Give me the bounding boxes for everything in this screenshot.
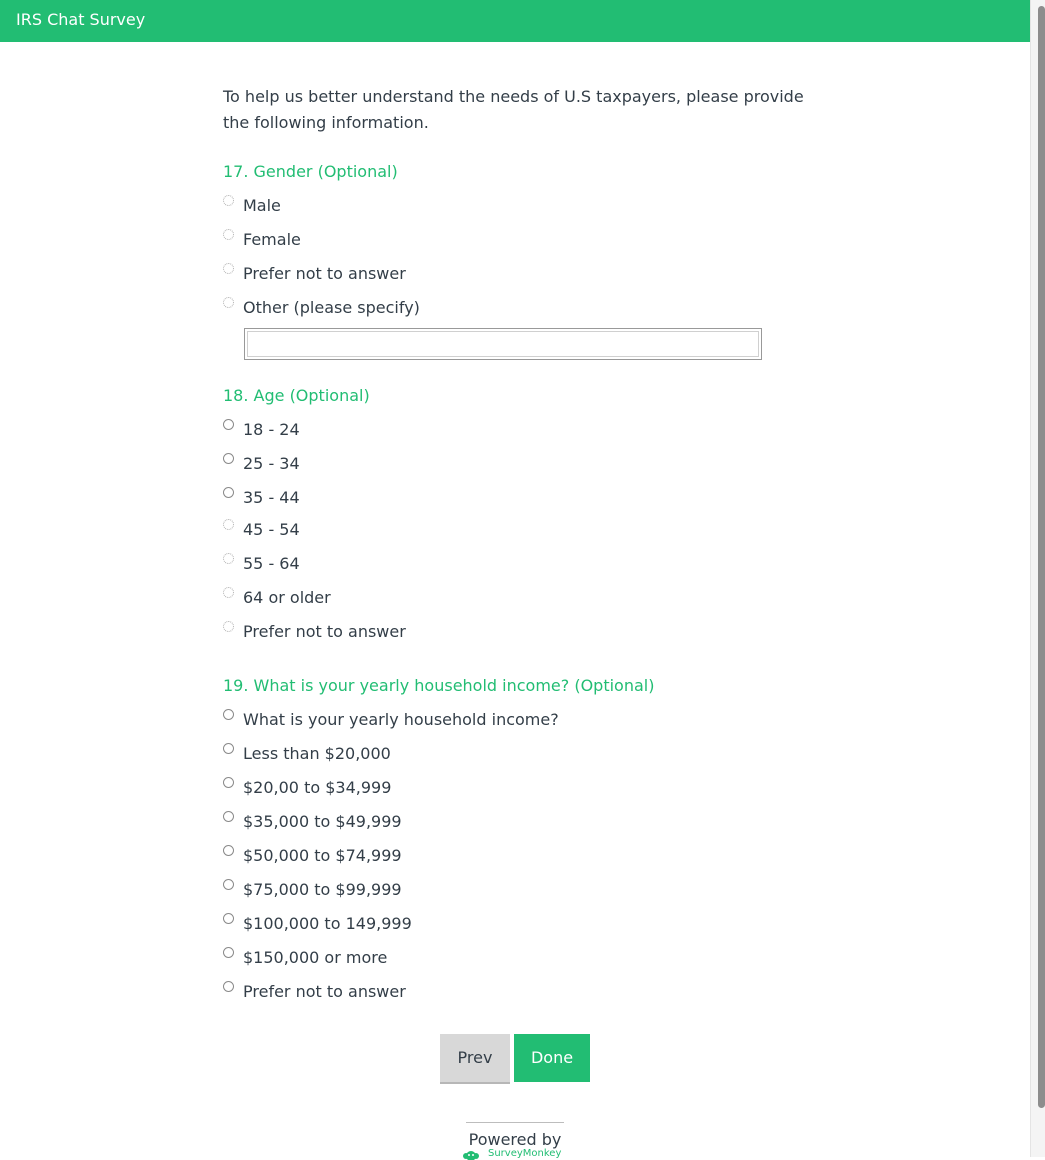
scrollbar-thumb[interactable]: [1038, 6, 1045, 1108]
radio-button[interactable]: [223, 453, 234, 464]
option-label: Prefer not to answer: [243, 982, 406, 1001]
option-label: Prefer not to answer: [243, 622, 406, 641]
income-option-150000-more[interactable]: [223, 948, 823, 975]
option-label: $75,000 to $99,999: [243, 880, 402, 899]
radio-button[interactable]: [223, 947, 234, 958]
age-option-25-34[interactable]: [223, 454, 823, 481]
survey-header: [0, 0, 1030, 42]
option-label: Female: [243, 230, 301, 249]
option-label: $150,000 or more: [243, 948, 388, 967]
gender-option-prefer-not[interactable]: [223, 264, 823, 291]
income-option-75000-99999[interactable]: [223, 880, 823, 907]
option-label: 45 - 54: [243, 520, 300, 539]
radio-button[interactable]: [223, 553, 234, 564]
radio-button[interactable]: [223, 811, 234, 822]
option-label: 35 - 44: [243, 488, 300, 507]
question-18-title: 18. Age (Optional): [223, 386, 370, 405]
gender-option-male[interactable]: [223, 196, 823, 223]
income-option-less-20000[interactable]: [223, 744, 823, 771]
powered-by-text: Powered by: [468, 1130, 562, 1149]
radio-button[interactable]: [223, 621, 234, 632]
radio-button[interactable]: [223, 777, 234, 788]
age-option-45-54[interactable]: [223, 520, 823, 547]
radio-button[interactable]: [223, 743, 234, 754]
radio-button[interactable]: [223, 587, 234, 598]
question-17-title: 17. Gender (Optional): [223, 162, 398, 181]
intro-text: To help us better understand the needs of U.S taxpayers, please provide the following information.: [223, 87, 804, 132]
question-19-title: 19. What is your yearly household income? (Optional): [223, 676, 655, 695]
radio-button[interactable]: [223, 297, 234, 308]
radio-button[interactable]: [223, 519, 234, 530]
option-label: 18 - 24: [243, 420, 300, 439]
option-label: $35,000 to $49,999: [243, 812, 402, 831]
option-label: 25 - 34: [243, 454, 300, 473]
option-label: $20,00 to $34,999: [243, 778, 392, 797]
income-option-35000-49999[interactable]: [223, 812, 823, 839]
income-option-20000-34999[interactable]: [223, 778, 823, 805]
radio-button[interactable]: [223, 879, 234, 890]
radio-button[interactable]: [223, 195, 234, 206]
age-option-35-44[interactable]: [223, 488, 823, 515]
option-label: $100,000 to 149,999: [243, 914, 412, 933]
option-label: $50,000 to $74,999: [243, 846, 402, 865]
option-label: 64 or older: [243, 588, 331, 607]
prev-button[interactable]: Prev: [440, 1034, 510, 1082]
radio-button[interactable]: [223, 709, 234, 720]
option-label: Less than $20,000: [243, 744, 391, 763]
income-option-header[interactable]: [223, 710, 823, 737]
age-option-18-24[interactable]: [223, 420, 823, 447]
surveymonkey-brand: SurveyMonkey: [488, 1148, 562, 1159]
gender-option-female[interactable]: [223, 230, 823, 257]
option-label: Prefer not to answer: [243, 264, 406, 283]
gender-option-other[interactable]: [223, 298, 823, 325]
surveymonkey-icon: [462, 1148, 480, 1160]
radio-button[interactable]: [223, 845, 234, 856]
option-label: What is your yearly household income?: [243, 710, 559, 729]
option-label: Male: [243, 196, 281, 215]
footer-divider: [466, 1122, 564, 1123]
income-option-prefer-not[interactable]: [223, 982, 823, 1009]
age-option-64-older[interactable]: [223, 588, 823, 615]
radio-button[interactable]: [223, 229, 234, 240]
radio-button[interactable]: [223, 981, 234, 992]
age-option-55-64[interactable]: [223, 554, 823, 581]
surveymonkey-logo[interactable]: [462, 1148, 572, 1160]
option-label: Other (please specify): [243, 298, 420, 317]
survey-title: IRS Chat Survey: [16, 10, 146, 29]
radio-button[interactable]: [223, 487, 234, 498]
option-label: 55 - 64: [243, 554, 300, 573]
gender-other-input[interactable]: [244, 328, 762, 360]
radio-button[interactable]: [223, 913, 234, 924]
done-button[interactable]: Done: [514, 1034, 590, 1082]
age-option-prefer-not[interactable]: [223, 622, 823, 649]
income-option-100000-149999[interactable]: [223, 914, 823, 941]
radio-button[interactable]: [223, 419, 234, 430]
radio-button[interactable]: [223, 263, 234, 274]
income-option-50000-74999[interactable]: [223, 846, 823, 873]
